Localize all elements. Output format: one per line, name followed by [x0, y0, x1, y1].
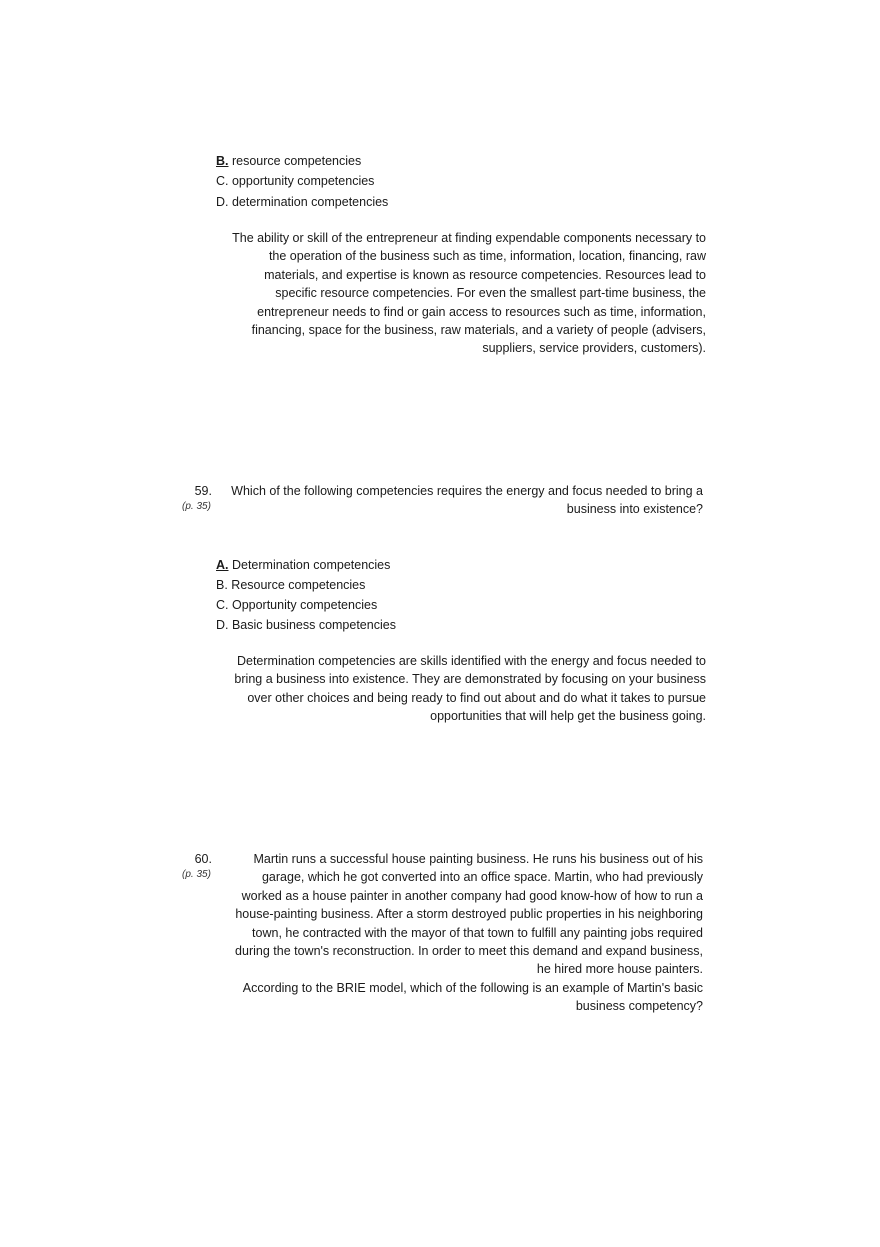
- q58-explanation-line: financing, space for the business, raw materials, and a variety of people (advisers,: [251, 323, 706, 338]
- q60-page-ref: (p. 35): [182, 869, 211, 880]
- q60-question-line: Martin runs a successful house painting business. He runs his business out of his: [253, 852, 703, 866]
- q59-option-a: [216, 557, 390, 573]
- q59-option-c-text: Opportunity competencies: [228, 598, 378, 612]
- q60-question-line: worked as a house painter in another company had good know-how of how to run a: [241, 888, 703, 903]
- q59-option-c: [216, 597, 377, 613]
- q58-option-d: [216, 194, 388, 210]
- q59-number: 59.: [194, 484, 212, 498]
- q60-question-line: garage, which he got converted into an office space. Martin, who had previously: [261, 870, 703, 885]
- q59-option-b-text: Resource competencies: [227, 578, 366, 592]
- q60-question-line: house-painting business. After a storm destroyed public properties in his neighboring: [235, 907, 703, 922]
- q58-explanation-line: specific resource competencies. For even the smallest part-time business, the: [275, 286, 706, 301]
- q58-explanation-line: materials, and expertise is known as resource competencies. Resources lead to: [264, 267, 706, 282]
- q59-option-a-letter: A.: [216, 558, 229, 572]
- q59-question: [210, 482, 703, 519]
- q60-question-line: he hired more house painters.: [536, 962, 703, 977]
- q60-question-line: town, he contracted with the mayor of that town to fulfill any painting jobs required: [252, 925, 703, 940]
- q58-option-b: [216, 153, 361, 169]
- q58-option-d-letter: D.: [216, 195, 229, 209]
- q60-question-line: business competency?: [575, 999, 703, 1014]
- q58-option-c: [216, 173, 374, 189]
- q59-option-b: [216, 577, 365, 593]
- q59-option-d-text: Basic business competencies: [228, 618, 396, 632]
- q60-question-line: during the town's reconstruction. In order to meet this demand and expand business,: [235, 944, 703, 959]
- q59-question-line: Which of the following competencies requires the energy and focus needed to bring a: [231, 484, 703, 498]
- q59-option-d-letter: D.: [216, 618, 229, 632]
- q58-option-d-text: determination competencies: [228, 195, 389, 209]
- q59-option-a-text: Determination competencies: [228, 558, 391, 572]
- q59-question-line: business into existence?: [566, 502, 703, 517]
- q59-explanation-line: opportunities that will help get the business going.: [430, 709, 706, 724]
- q58-explanation: [200, 229, 706, 358]
- q59-explanation-line: bring a business into existence. They are demonstrated by focusing on your business: [234, 672, 706, 687]
- q60-question: [210, 850, 703, 1016]
- q58-option-c-text: opportunity competencies: [228, 174, 375, 188]
- q60-number: 60.: [194, 852, 212, 866]
- q58-explanation-line: suppliers, service providers, customers).: [482, 341, 706, 356]
- q58-option-c-letter: C.: [216, 174, 229, 188]
- q58-explanation-line: the operation of the business such as time, information, location, financing, raw: [268, 249, 706, 264]
- q59-option-b-letter: B.: [216, 578, 228, 592]
- q59-option-c-letter: C.: [216, 598, 229, 612]
- q58-explanation-line: entrepreneur needs to find or gain access to resources such as time, information,: [257, 304, 706, 319]
- q59-explanation: [200, 652, 706, 726]
- q59-explanation-line: Determination competencies are skills identified with the energy and focus needed to: [236, 654, 706, 668]
- q58-option-b-text: resource competencies: [228, 154, 362, 168]
- q58-option-b-letter: B.: [216, 154, 229, 168]
- q59-option-d: [216, 617, 396, 633]
- q58-explanation-line: The ability or skill of the entrepreneur at finding expendable components necessary to: [232, 231, 706, 245]
- q60-question-line: According to the BRIE model, which of the following is an example of Martin's basic: [242, 980, 703, 995]
- q59-explanation-line: over other choices and being ready to find out about and do what it takes to pursue: [247, 690, 706, 705]
- q59-page-ref: (p. 35): [182, 501, 211, 512]
